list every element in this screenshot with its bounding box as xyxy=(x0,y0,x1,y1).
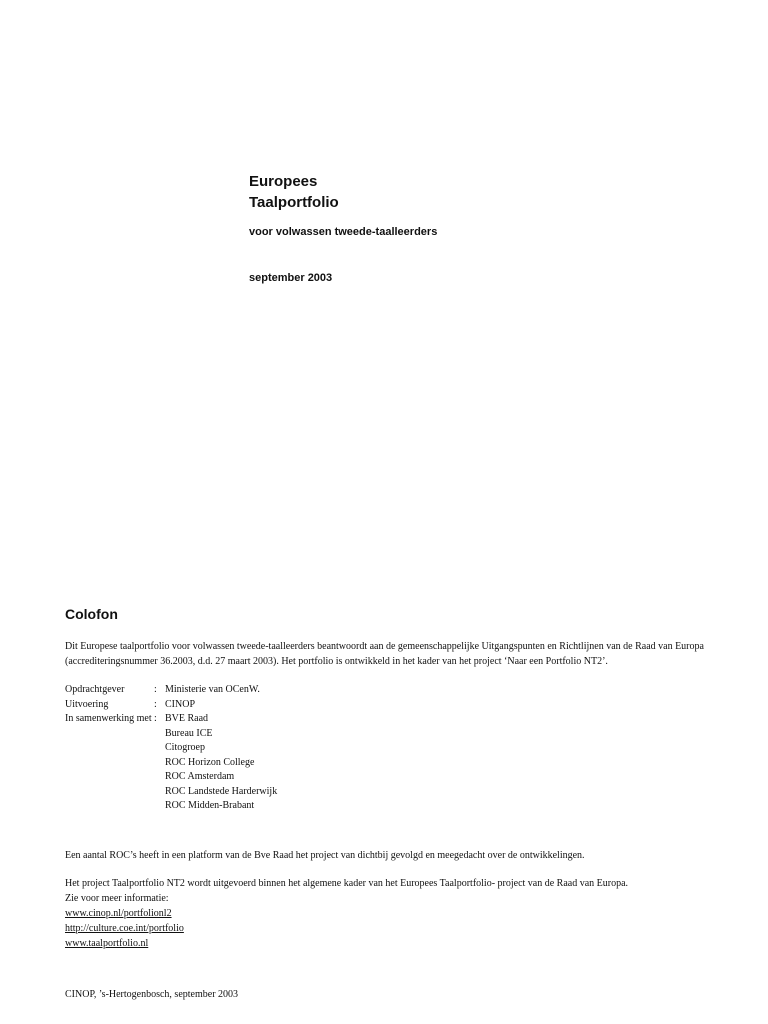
footer-text: CINOP, ’s-Hertogenbosch, september 2003 xyxy=(65,989,239,1000)
credit-values-samenwerking xyxy=(165,712,725,814)
credit-value: ROC Landstede Harderwijk xyxy=(165,785,278,797)
credit-value: ROC Horizon College xyxy=(165,756,255,768)
title-line-1: Europees xyxy=(249,173,318,190)
project-text: Het project Taalportfolio NT2 wordt uitgevoerd binnen het algemene kader van het Europees Taalportfolio- project van de Raad van Europa. xyxy=(65,878,629,889)
subtitle: voor volwassen tweede-taalleerders xyxy=(249,226,438,238)
link-coe-portfolio[interactable]: http://culture.coe.int/portfolio xyxy=(65,923,184,934)
credit-label-samenwerking: In samenwerking met xyxy=(65,713,152,724)
credit-separator: : xyxy=(154,698,157,710)
project-paragraph xyxy=(65,877,725,951)
colofon-section xyxy=(65,605,725,951)
credit-value: ROC Midden-Brabant xyxy=(165,800,255,811)
credit-values-opdrachtgever xyxy=(165,683,725,698)
credit-value: BVE Raad xyxy=(165,713,209,724)
credit-value: Ministerie van OCenW. xyxy=(165,684,260,695)
credit-separator: : xyxy=(154,713,157,724)
credit-value: ROC Amsterdam xyxy=(165,771,235,782)
link-taalportfolio[interactable]: www.taalportfolio.nl xyxy=(65,938,149,949)
credit-separator: : xyxy=(154,684,157,695)
credit-value: CINOP xyxy=(165,698,196,710)
cover-title-block xyxy=(249,171,709,284)
roc-paragraph: Een aantal ROC’s heeft in een platform van de Bve Raad het project van dichtbij gevolgd en meegedacht over de ontwikkelingen. xyxy=(65,849,585,861)
publication-date: september 2003 xyxy=(249,272,333,284)
title-line-2: Taalportfolio xyxy=(249,194,339,211)
credit-label-uitvoering: Uitvoering xyxy=(65,698,109,710)
colofon-intro: Dit Europese taalportfolio voor volwassen tweede-taalleerders beantwoordt aan de gemeenschappelijke Uitgangspunten en Richtlijnen van de Raad van Europa (accrediteringsnummer 36.2003, d.d. 27 maart 2003). Het portfolio is ontwikkeld in het kader van het project ‘Naar een Portfolio NT2’. xyxy=(65,641,704,667)
credits-table xyxy=(65,683,725,814)
link-cinop-portfolio[interactable]: www.cinop.nl/portfolionl2 xyxy=(65,908,172,919)
credit-label-opdrachtgever: Opdrachtgever xyxy=(65,684,125,695)
credit-value: Bureau ICE xyxy=(165,727,213,739)
more-info-label: Zie voor meer informatie: xyxy=(65,892,169,904)
credit-value: Citogroep xyxy=(165,742,205,753)
info-links xyxy=(65,906,725,951)
colofon-heading: Colofon xyxy=(65,606,118,622)
credit-values-uitvoering xyxy=(165,698,725,713)
